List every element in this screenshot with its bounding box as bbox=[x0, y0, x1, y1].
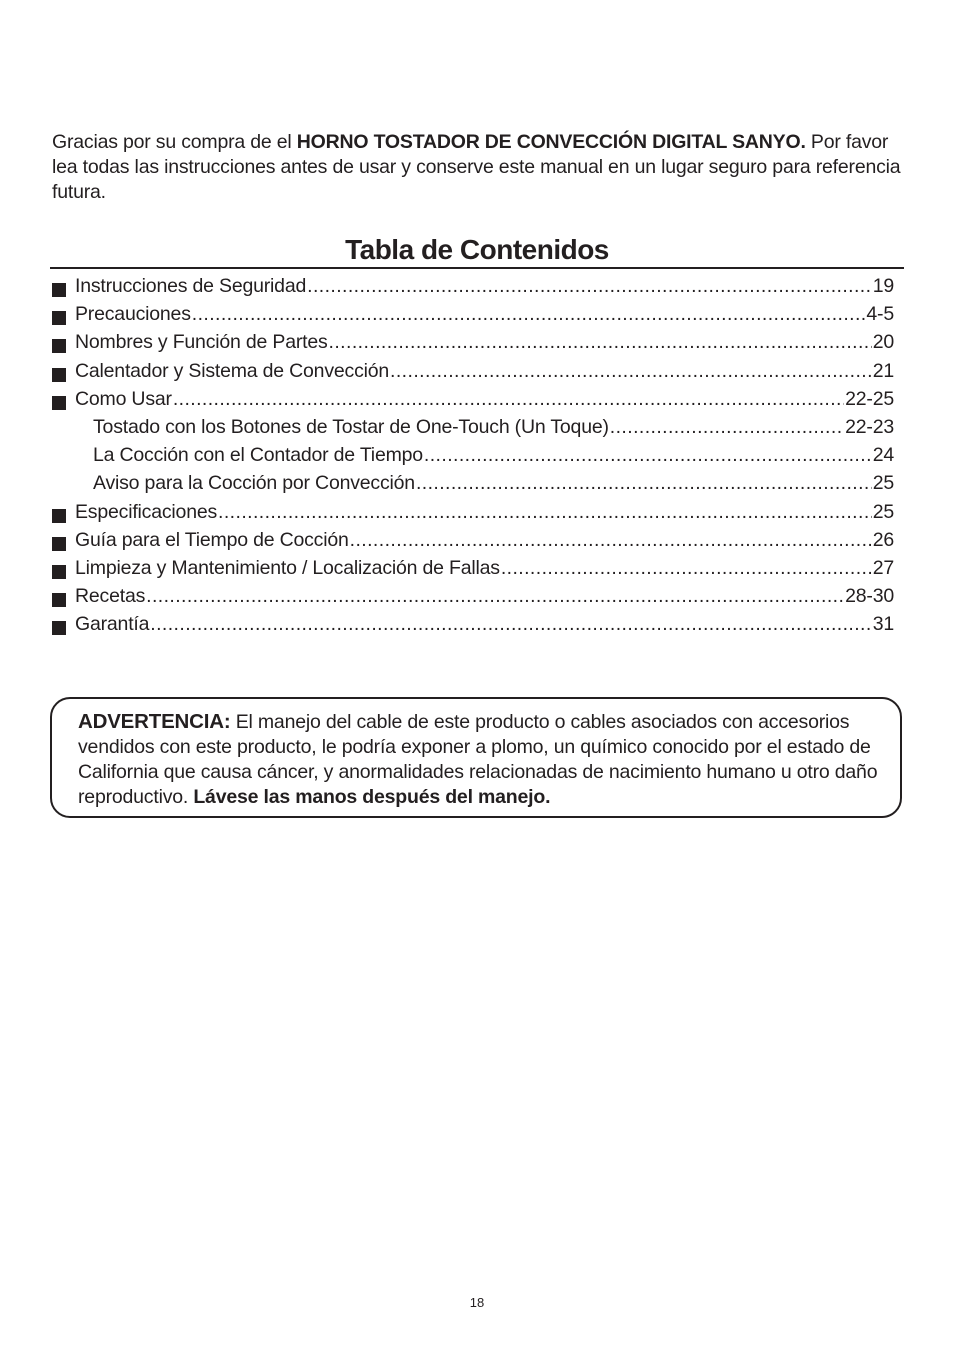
dot-leader bbox=[610, 416, 844, 439]
toc-item-page: 22-23 bbox=[845, 415, 894, 438]
dot-leader bbox=[218, 501, 872, 524]
toc-item bbox=[52, 501, 894, 529]
intro-prefix: Gracias por su compra de el bbox=[52, 130, 297, 153]
toc-divider bbox=[50, 267, 904, 269]
square-bullet-icon bbox=[52, 311, 66, 325]
toc-item bbox=[52, 275, 894, 303]
dot-leader bbox=[192, 303, 866, 326]
toc-item-page: 28-30 bbox=[845, 585, 894, 608]
toc-item-label: Como Usar bbox=[75, 387, 172, 410]
toc-item-label: Guía para el Tiempo de Cocción bbox=[75, 528, 349, 551]
toc-item-page: 19 bbox=[872, 275, 894, 297]
toc-item bbox=[52, 360, 894, 388]
square-bullet-icon bbox=[52, 339, 66, 353]
toc-item-label: La Cocción con el Contador de Tiempo bbox=[93, 444, 423, 467]
toc-item bbox=[52, 529, 894, 557]
square-bullet-icon bbox=[52, 509, 66, 523]
toc-list bbox=[52, 275, 894, 641]
square-bullet-icon bbox=[52, 368, 66, 382]
toc-subitem bbox=[52, 416, 894, 444]
toc-item-page: 20 bbox=[872, 331, 894, 354]
toc-title: Tabla de Contenidos bbox=[345, 234, 609, 265]
toc-item-page: 4-5 bbox=[866, 303, 894, 326]
page-number: 18 bbox=[469, 1295, 485, 1310]
square-bullet-icon bbox=[52, 283, 66, 297]
dot-leader bbox=[146, 585, 844, 608]
toc-item-label: Garantía bbox=[75, 613, 150, 636]
toc-item-page: 22-25 bbox=[845, 387, 894, 410]
dot-leader bbox=[350, 529, 872, 552]
toc-item-label: Precauciones bbox=[75, 303, 191, 326]
intro-suffix: Por favor lea todas las instrucciones antes de usar y conserve este manual en un lugar seguro para referencia futura. bbox=[52, 130, 901, 203]
square-bullet-icon bbox=[52, 593, 66, 607]
toc-item bbox=[52, 303, 894, 331]
toc-item-label: Instrucciones de Seguridad bbox=[75, 275, 307, 297]
toc-subitem bbox=[52, 444, 894, 472]
dot-leader bbox=[416, 472, 872, 495]
warning-text: El manejo del cable de este producto o cables asociados con accesorios vendidos con este producto, le podría exponer a plomo, un químico conocido por el estado de California que causa cáncer, y anormalidades relacionadas de nacimiento humano u otro daño reproductivo. bbox=[78, 711, 878, 808]
square-bullet-icon bbox=[52, 565, 66, 579]
toc-item-page: 24 bbox=[872, 444, 894, 467]
dot-leader bbox=[173, 388, 844, 411]
square-bullet-icon bbox=[52, 537, 66, 551]
toc-item-page: 26 bbox=[872, 528, 894, 551]
toc-item-label: Aviso para la Cocción por Convección bbox=[93, 472, 415, 495]
toc-item-label: Especificaciones bbox=[75, 500, 218, 523]
square-bullet-icon bbox=[52, 396, 66, 410]
toc-item bbox=[52, 557, 894, 585]
toc-item-page: 31 bbox=[872, 613, 894, 636]
toc-item-label: Calentador y Sistema de Convección bbox=[75, 359, 390, 382]
toc-item bbox=[52, 613, 894, 641]
toc-item bbox=[52, 388, 894, 416]
warning-box bbox=[50, 697, 902, 818]
intro-paragraph bbox=[52, 130, 902, 205]
product-name: HORNO TOSTADOR DE CONVECCIÓN DIGITAL SANYO. bbox=[296, 130, 806, 153]
warning-bold-text: Lávese las manos después del manejo. bbox=[193, 786, 551, 808]
toc-item-page: 21 bbox=[872, 359, 894, 382]
toc-item-label: Tostado con los Botones de Tostar de One-Touch (Un Toque) bbox=[93, 415, 609, 438]
dot-leader bbox=[150, 613, 871, 636]
toc-subitem bbox=[52, 472, 894, 500]
toc-item-label: Recetas bbox=[75, 585, 146, 608]
dot-leader bbox=[390, 360, 872, 383]
toc-item-page: 25 bbox=[872, 500, 894, 523]
warning-label: ADVERTENCIA: bbox=[78, 710, 231, 733]
toc-item-label: Nombres y Función de Partes bbox=[75, 331, 328, 354]
toc-item-label: Limpieza y Mantenimiento / Localización de Fallas bbox=[75, 556, 500, 579]
toc-item bbox=[52, 585, 894, 613]
dot-leader bbox=[307, 275, 872, 298]
dot-leader bbox=[424, 444, 872, 467]
square-bullet-icon bbox=[52, 621, 66, 635]
dot-leader bbox=[329, 331, 872, 354]
toc-item bbox=[52, 331, 894, 359]
toc-item-page: 25 bbox=[872, 472, 894, 495]
toc-item-page: 27 bbox=[872, 556, 894, 579]
dot-leader bbox=[501, 557, 872, 580]
